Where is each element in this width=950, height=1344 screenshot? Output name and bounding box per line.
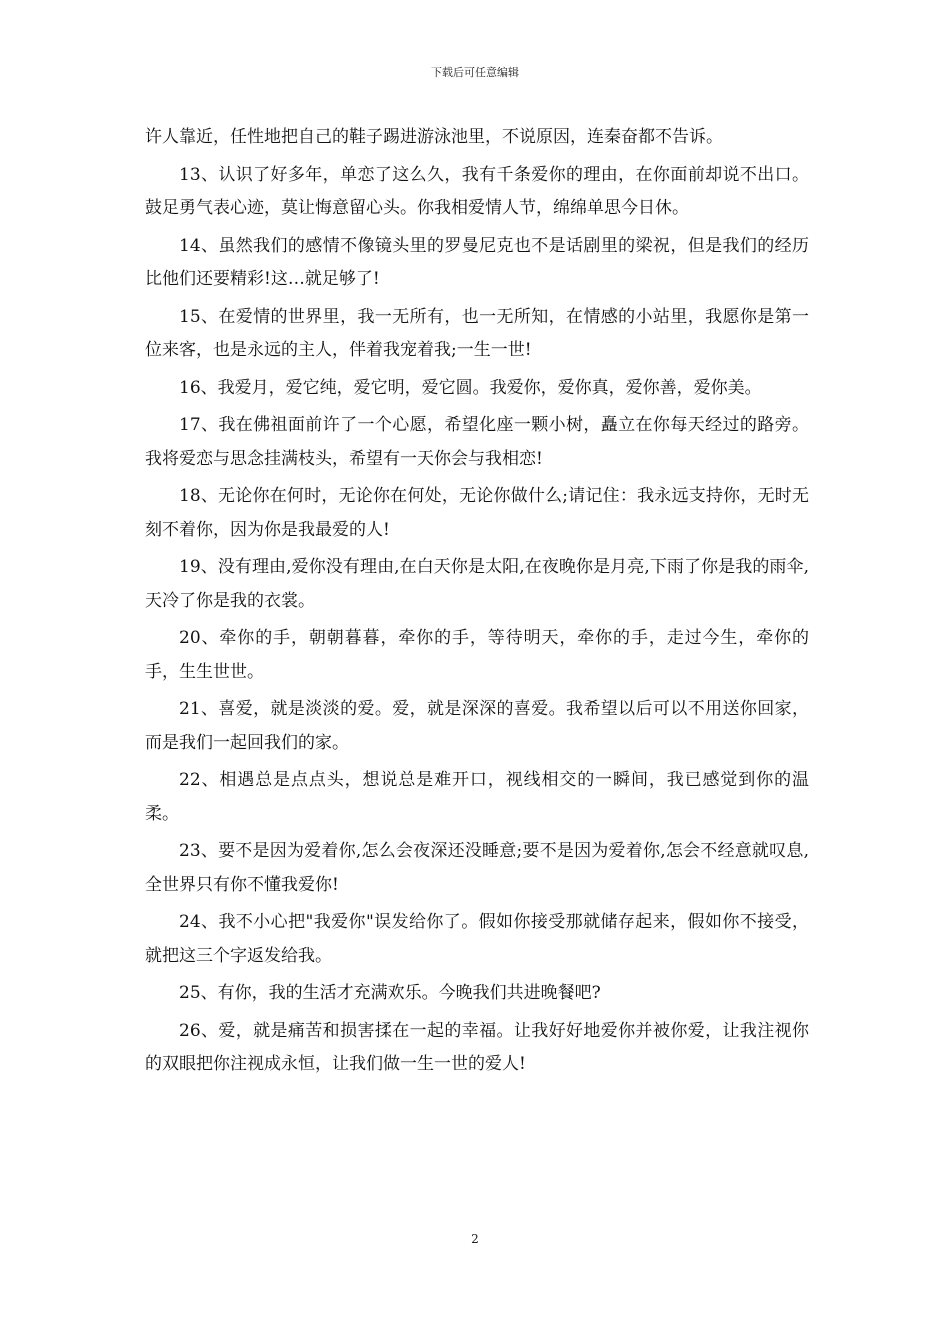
paragraph: 17、我在佛祖面前许了一个心愿，希望化座一颗小树，矗立在你每天经过的路旁。我将爱恋与思念挂满枝头，希望有一天你会与我相恋! xyxy=(145,415,809,469)
paragraph: 22、相遇总是点点头，想说总是难开口，视线相交的一瞬间，我已感觉到你的温柔。 xyxy=(145,770,809,824)
paragraph: 13、认识了好多年，单恋了这么久，我有千条爱你的理由，在你面前却说不出口。鼓足勇气表心迹，莫让悔意留心头。你我相爱情人节，绵绵单思今日休。 xyxy=(145,164,809,218)
page-header: 下载后可任意编辑 xyxy=(431,66,519,79)
paragraph: 25、有你，我的生活才充满欢乐。今晚我们共进晚餐吧? xyxy=(179,983,601,1003)
paragraph: 23、要不是因为爱着你,怎么会夜深还没睡意;要不是因为爱着你,怎会不经意就叹息,全世界只有你不懂我爱你! xyxy=(145,841,809,895)
paragraph: 16、我爱月，爱它纯，爱它明，爱它圆。我爱你，爱你真，爱你善，爱你美。 xyxy=(179,377,762,398)
paragraph: 20、牵你的手，朝朝暮暮，牵你的手，等待明天，牵你的手，走过今生，牵你的手，生生世世。 xyxy=(145,628,809,682)
document-body xyxy=(145,121,809,1086)
paragraph: 许人靠近，任性地把自己的鞋子踢进游泳池里，不说原因，连秦奋都不告诉。 xyxy=(145,127,723,147)
paragraph: 21、喜爱，就是淡淡的爱。爱，就是深深的喜爱。我希望以后可以不用送你回家，而是我们一起回我们的家。 xyxy=(145,699,809,753)
paragraph: 26、爱，就是痛苦和损害揉在一起的幸福。让我好好地爱你并被你爱，让我注视你的双眼把你注视成永恒，让我们做一生一世的爱人! xyxy=(145,1020,809,1074)
paragraph: 24、我不小心把"我爱你"误发给你了。假如你接受那就储存起来，假如你不接受，就把这三个字返发给我。 xyxy=(145,912,809,966)
paragraph: 15、在爱情的世界里，我一无所有，也一无所知，在情感的小站里，我愿你是第一位来客，也是永远的主人，伴着我宠着我;一生一世! xyxy=(145,306,809,360)
paragraph: 18、无论你在何时，无论你在何处，无论你做什么;请记住：我永远支持你，无时无刻不着你，因为你是我最爱的人! xyxy=(145,486,809,540)
paragraph: 14、虽然我们的感情不像镜头里的罗曼尼克也不是话剧里的梁祝，但是我们的经历比他们还要精彩!这…就足够了! xyxy=(145,235,809,289)
paragraph: 19、没有理由,爱你没有理由,在白天你是太阳,在夜晚你是月亮,下雨了你是我的雨伞,天冷了你是我的衣裳。 xyxy=(145,557,809,611)
page-number: 2 xyxy=(471,1232,479,1246)
